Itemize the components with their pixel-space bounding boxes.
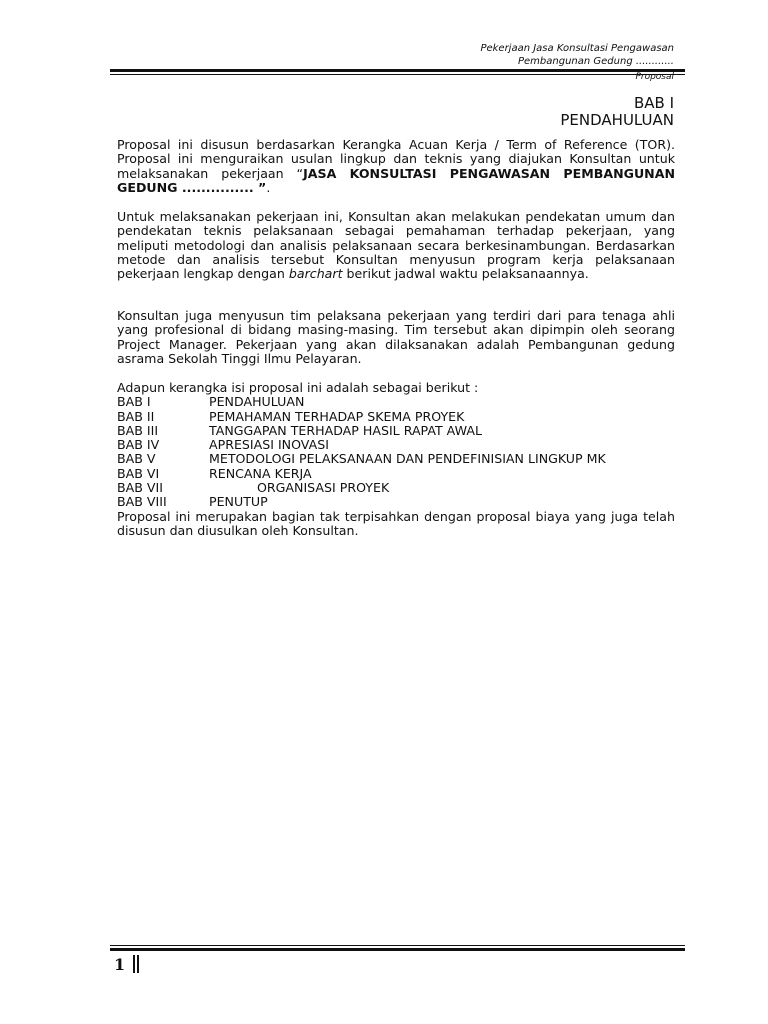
header-line-2: Pembangunan Gedung ............ — [517, 56, 674, 67]
header-proposal-label: Proposal — [635, 72, 674, 82]
footer-rule-thick — [110, 948, 685, 951]
toc-row — [117, 481, 675, 495]
header-rule-thin — [110, 74, 685, 75]
toc-row — [117, 467, 675, 481]
toc-num: BAB IV — [117, 437, 160, 453]
toc-row — [117, 452, 675, 466]
paragraph-1-text: Proposal ini disusun berdasarkan Kerangka Acuan Kerja / Term of Reference (TOR). Proposal ini menguraikan usulan lingkup dan teknis yang diajukan Konsultan untuk melaksanakan pekerjaan “ — [117, 137, 675, 181]
toc-num: BAB III — [117, 422, 159, 438]
toc-title: APRESIASI INOVASI — [209, 437, 329, 453]
toc-title: PENDAHULUAN — [209, 394, 305, 410]
toc-num: BAB VI — [117, 465, 160, 481]
toc-row — [117, 410, 675, 424]
toc-row — [117, 438, 675, 452]
paragraph-2-text-end: berikut jadwal waktu pelaksanaannya. — [342, 266, 589, 282]
project-title-bold: JASA KONSULTASI PENGAWASAN PEMBANGUNAN GEDUNG ............... ” — [117, 165, 675, 195]
paragraph-2 — [117, 210, 675, 281]
header-rule-thick — [110, 69, 685, 72]
toc-title: PEMAHAMAN TERHADAP SKEMA PROYEK — [209, 408, 465, 424]
paragraph-3: Konsultan juga menyusun tim pelaksana pekerjaan yang terdiri dari para tenaga ahli yang profesional di bidang masing-masing. Tim tersebut akan dipimpin oleh seorang Project Manager. Pekerjaan yang akan dilaksanakan adalah Pembangunan gedung asrama Sekolah Tinggi Ilmu Pelayaran. — [117, 308, 675, 366]
paragraph-2-text: Untuk melaksanakan pekerjaan ini, Konsultan akan melakukan pendekatan umum dan pendekatan teknis pelaksanaan sebagai pemahaman terhadap pekerjaan, yang meliputi metodologi dan analisis pelaksanaan secara berkesinambungan. Berdasarkan metode dan analisis tersebut Konsultan menyusun program kerja pelaksanaan pekerjaan lengkap dengan — [117, 209, 675, 282]
toc-title: PENUTUP — [209, 494, 268, 510]
toc-num: BAB II — [117, 408, 155, 424]
toc-intro: Adapun kerangka isi proposal ini adalah sebagai berikut : — [117, 380, 479, 395]
chapter-number: BAB I — [633, 94, 674, 112]
toc-section — [117, 381, 675, 538]
toc-num: BAB V — [117, 451, 156, 467]
paragraph-1-end: . — [266, 179, 271, 195]
toc-num: BAB VII — [117, 480, 163, 496]
header-line-1: Pekerjaan Jasa Konsultasi Pengawasan — [480, 43, 674, 54]
barchart-term: barchart — [288, 266, 343, 282]
toc-num: BAB VIII — [117, 494, 167, 510]
toc-num: BAB I — [117, 394, 151, 410]
footer-bar-right — [137, 955, 139, 973]
toc-title: TANGGAPAN TERHADAP HASIL RAPAT AWAL — [209, 422, 482, 438]
page-number: 1 — [114, 955, 126, 974]
chapter-title: PENDAHULUAN — [560, 111, 674, 129]
toc-row — [117, 495, 675, 509]
toc-title: RENCANA KERJA — [209, 465, 312, 481]
paragraph-1 — [117, 138, 675, 195]
footer-bar-left — [133, 955, 135, 973]
toc-row — [117, 424, 675, 438]
closing-paragraph: Proposal ini merupakan bagian tak terpisahkan dengan proposal biaya yang juga telah disusun dan diusulkan oleh Konsultan. — [117, 508, 675, 538]
toc-title: METODOLOGI PELAKSANAAN DAN PENDEFINISIAN LINGKUP MK — [209, 451, 606, 467]
toc-row — [117, 395, 675, 409]
footer-rule-thin — [110, 945, 685, 946]
toc-title: ORGANISASI PROYEK — [257, 480, 390, 496]
